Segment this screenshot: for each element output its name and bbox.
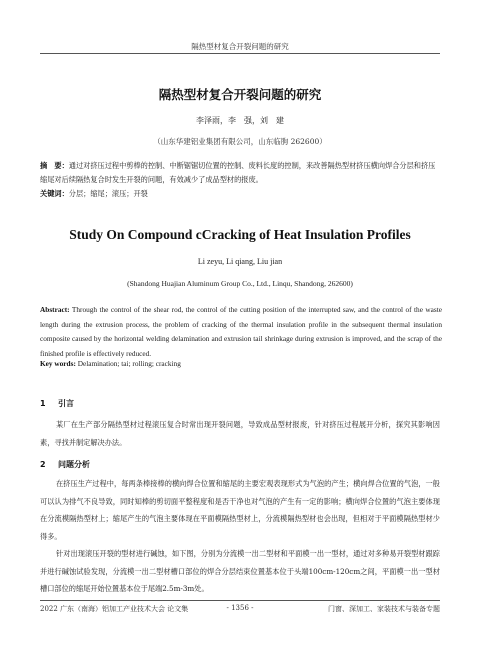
keywords-chinese-label: 关键词： [40,189,69,198]
section-number: 2 [40,460,46,469]
abstract-chinese [40,159,442,187]
header-rule [40,53,440,54]
authors-chinese: 李泽雨，李 强，刘 建 [196,116,284,125]
abstract-chinese-label: 摘 要： [40,161,69,170]
authors-english: Li zeyu, Li qiang, Liu jian [197,257,283,266]
title-english: Study On Compound cCracking of Heat Insulation Profiles [69,227,411,242]
section-heading-introduction [40,398,74,409]
affiliation-english: (Shandong Huajian Aluminum Group Co., Ltd., Linqu, Shandong, 262600) [127,279,353,288]
keywords-chinese [40,189,440,199]
section-title: 问题分析 [58,460,90,469]
footer-rule [40,600,440,601]
footer-topic: 门窗、深加工、家装技术与装备专题 [328,605,440,613]
footer-proceedings: 2022 广东（南海）铝加工产业技术大会 论文集 [40,605,189,613]
abstract-english [40,303,442,361]
keywords-english-label: Key words: [40,359,76,368]
abstract-english-label: Abstract: [40,305,70,314]
body-paragraph: 针对出现滚压开裂的型材进行碱蚀，如下图，分别为分流模一出二型材和平面模一出一型材，通过对多种易开裂型材跟踪并进行碱蚀试验发现，分流模一出二型材槽口部位的焊合分层结束位置基本位于头端100cm-120cm之间，平面模一出一型材槽口部位的缩尾开始位置基本位于尾端2.5m-3m处。 [40,549,440,593]
keywords-chinese-text: 分层；缩尾；滚压；开裂 [68,189,148,198]
keywords-english-text: Delamination; tai; rolling; cracking [77,359,181,368]
running-head: 隔热型材复合开裂问题的研究 [191,42,289,51]
page-number: - 1356 - [226,604,254,612]
section-title: 引言 [58,399,74,408]
keywords-english [40,359,440,368]
affiliation-chinese: （山东华建铝业集团有限公司，山东临朐 262600） [153,137,327,146]
title-chinese: 隔热型材复合开裂问题的研究 [158,87,322,102]
section-heading-analysis [40,459,90,470]
body-paragraph: 在挤压生产过程中，每两条棒接棒的横向焊合位置和缩尾的主要宏观表现形式为气泡的产生；横向焊合位置的气泡，一般可以认为排气不良导致，同时知棒的剪切面平整程度和是否干净也对气泡的产生有一定的影响；横向焊合位置的气泡主要体现在分流模隔热型材上；缩尾产生的气泡主要体现在平面模隔热型材上，分流模隔热型材也会出现，但相对于平面模隔热型材少得多。 [40,479,440,541]
abstract-english-text: Through the control of the shear rod, the control of the cutting position of the interrupted saw, and the control of the waste length during the extrusion process, the problem of cracking of the thermal insulation profile in the subsequent thermal insulation composite caused by the horizontal welding delamination and extrusion tail shrinkage during extrusion is improved, and the scrap of the finished profile is effectively reduced. [40,305,442,358]
abstract-chinese-text: 通过对挤压过程中剪棒的控制、中断锯锯切位置的控制、废料长度的控制，来改善隔热型材挤压横向焊合分层和挤压缩尾对后续隔热复合时发生开裂的问题，有效减少了成品型材的报废。 [40,161,436,184]
body-paragraph: 某厂在生产部分隔热型材过程滚压复合时常出现开裂问题，导致成品型材报废，针对挤压过程展开分析，探究其影响因素，寻找并制定解决办法。 [40,420,440,447]
section-number: 1 [40,399,46,408]
